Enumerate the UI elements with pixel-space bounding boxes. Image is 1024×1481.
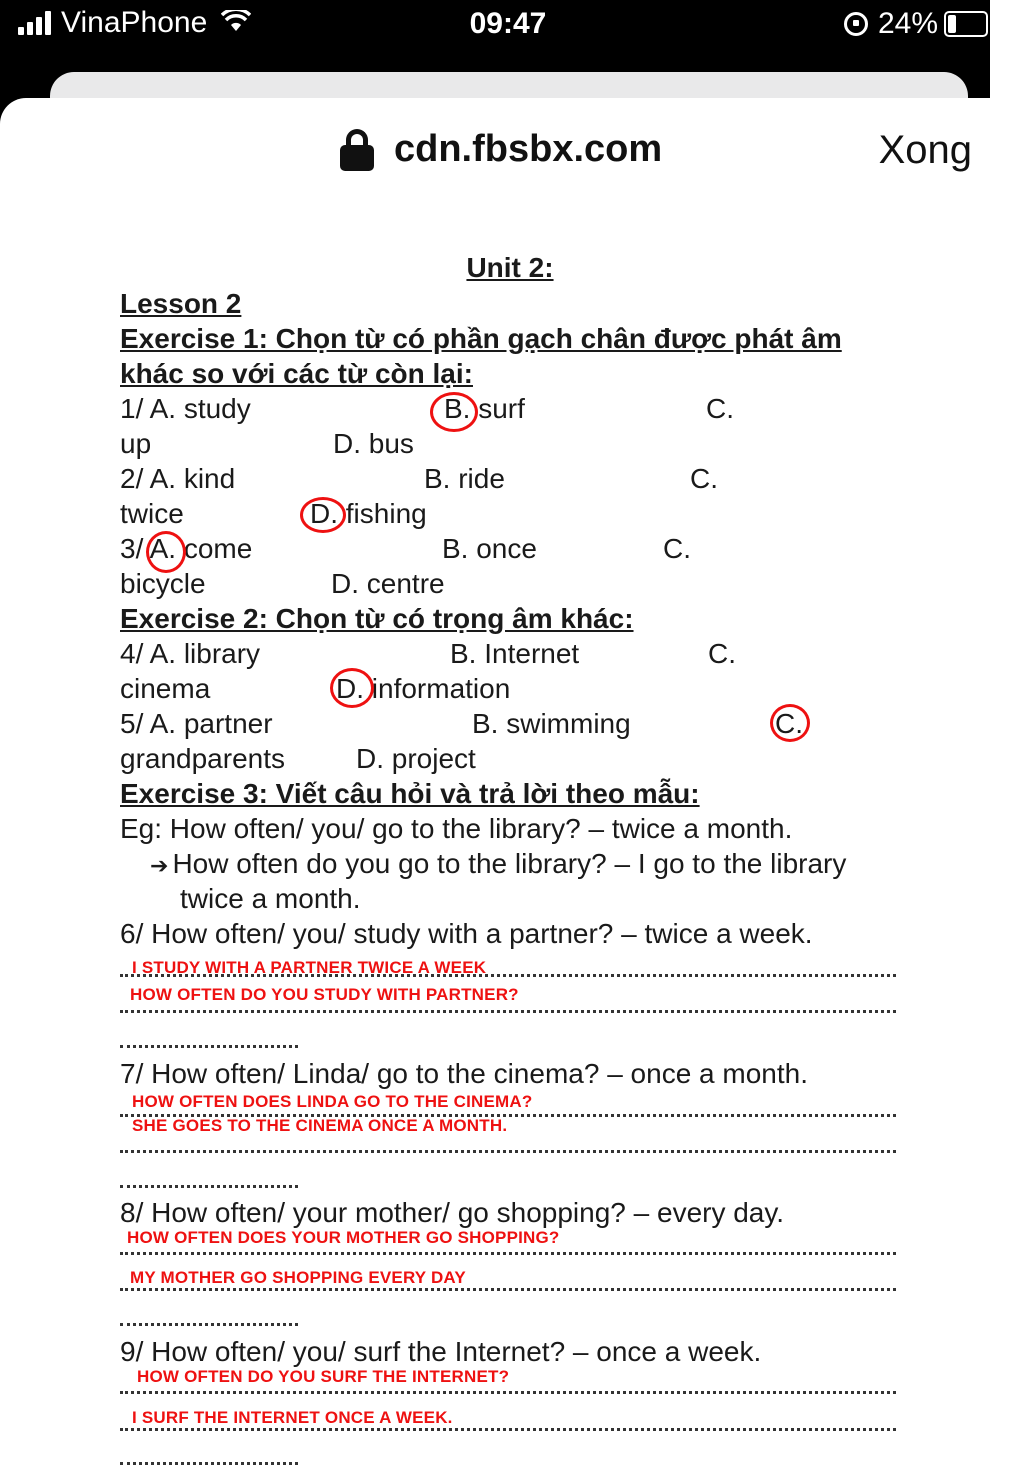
lock-icon	[340, 129, 374, 171]
q8-question: 8/ How often/ your mother/ go shopping? – every day.	[120, 1197, 785, 1228]
status-bar	[0, 0, 1024, 60]
q7-question: 7/ How often/ Linda/ go to the cinema? – once a month.	[120, 1058, 808, 1089]
carrier-name: VinaPhone	[61, 6, 208, 39]
q7-handwritten-1: HOW OFTEN DOES LINDA GO TO THE CINEMA?	[132, 1092, 533, 1111]
q6-handwritten-2: HOW OFTEN DO YOU STUDY WITH PARTNER?	[130, 985, 519, 1004]
q9-handwritten-2: I SURF THE INTERNET ONCE A WEEK.	[132, 1408, 453, 1427]
battery-group	[844, 7, 988, 41]
unit-title: Unit 2:	[466, 252, 554, 283]
done-button[interactable]: Xong	[878, 128, 972, 172]
example-answer-text: How often do you go to the library? – I go to the library	[172, 848, 847, 879]
exercise2-title: Exercise 2: Chọn từ có trọng âm khác:	[120, 603, 634, 634]
answer-line	[120, 1185, 298, 1188]
q4-option-b: B. Internet	[450, 638, 580, 669]
q9-question: 9/ How often/ you/ surf the Internet? – once a week.	[120, 1336, 762, 1367]
q3-option-c-word: bicycle	[120, 568, 206, 599]
q1-option-d: D. bus	[333, 428, 414, 459]
answer-line	[120, 1391, 896, 1394]
q5-option-a: 5/ A. partner	[120, 708, 273, 739]
address-text: cdn.fbsbx.com	[394, 128, 663, 170]
q4-option-c: C.	[708, 638, 736, 669]
q5-option-c: C.	[775, 708, 803, 739]
arrow-right-icon: ➔	[150, 853, 169, 878]
answer-circle-q2	[300, 497, 346, 533]
battery-percent: 24%	[877, 7, 938, 40]
q1-option-b: B. surf	[444, 393, 525, 424]
rotation-lock-icon	[844, 12, 868, 36]
exercise1-title: Exercise 1: Chọn từ có phần gạch chân được phát âm	[120, 323, 842, 354]
example-answer	[150, 848, 846, 880]
q5-option-c-word: grandparents	[120, 743, 286, 774]
answer-circle-q3	[146, 531, 186, 573]
answer-line	[120, 1288, 896, 1291]
q1-option-a: 1/ A. study	[120, 393, 251, 424]
q4-option-d: D. information	[336, 673, 511, 704]
answer-circle-q4	[330, 668, 374, 708]
q6-question: 6/ How often/ you/ study with a partner? – twice a week.	[120, 918, 813, 949]
q2-option-d: D. fishing	[310, 498, 427, 529]
q3-option-d: D. centre	[331, 568, 445, 599]
answer-line	[120, 1323, 298, 1326]
q8-handwritten-2: MY MOTHER GO SHOPPING EVERY DAY	[130, 1268, 466, 1287]
answer-line	[120, 1150, 896, 1153]
q1-option-c: C.	[706, 393, 734, 424]
q2-option-a: 2/ A. kind	[120, 463, 236, 494]
q2-option-c: C.	[690, 463, 718, 494]
q1-option-c-word: up	[120, 428, 152, 459]
answer-line	[120, 1252, 896, 1255]
q3-option-c: C.	[663, 533, 691, 564]
answer-line	[120, 1045, 298, 1048]
q3-option-b: B. once	[442, 533, 537, 564]
q3-option-a: 3/ A. come	[120, 533, 253, 564]
answer-line	[120, 1428, 896, 1431]
exercise1-title-cont: khác so với các từ còn lại:	[120, 358, 473, 389]
answer-circle-q5	[770, 704, 810, 742]
q7-handwritten-2: SHE GOES TO THE CINEMA ONCE A MONTH.	[132, 1116, 508, 1135]
q4-option-a: 4/ A. library	[120, 638, 261, 669]
example-answer-cont: twice a month.	[180, 883, 361, 914]
example-question: Eg: How often/ you/ go to the library? – twice a month.	[120, 813, 793, 844]
lesson-title: Lesson 2	[120, 288, 242, 319]
q5-option-b: B. swimming	[472, 708, 631, 739]
answer-line	[120, 1462, 298, 1465]
answer-line	[120, 1010, 896, 1013]
answer-circle-q1	[430, 392, 478, 432]
clock: 09:47	[469, 7, 547, 40]
q8-handwritten-1: HOW OFTEN DOES YOUR MOTHER GO SHOPPING?	[127, 1228, 560, 1247]
address-bar[interactable]	[340, 128, 662, 171]
q5-option-d: D. project	[356, 743, 476, 774]
q2-option-b: B. ride	[424, 463, 505, 494]
q6-handwritten-1: I STUDY WITH A PARTNER TWICE A WEEK	[132, 958, 487, 977]
q2-option-c-word: twice	[120, 498, 184, 529]
q4-option-c-word: cinema	[120, 673, 211, 704]
exercise3-title: Exercise 3: Viết câu hỏi và trả lời theo mẫu:	[120, 778, 700, 809]
q9-handwritten-1: HOW OFTEN DO YOU SURF THE INTERNET?	[137, 1367, 510, 1386]
battery-icon	[944, 11, 988, 37]
